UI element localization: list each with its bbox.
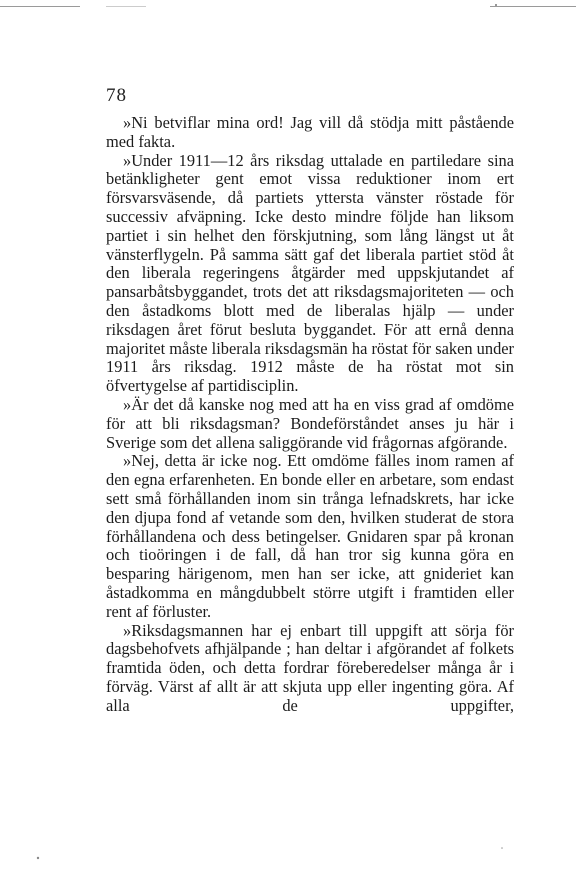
- paragraph: »Riksdagsmannen har ej enbart till uppgift att sörja för dagsbehofvets afhjälpande ; han deltar i afgörandet af folkets framtida öden, och detta fordrar föreberedelser många år i förväg. Värst af allt är att skjuta upp eller ingenting göra. Af alla de uppgifter,: [106, 620, 514, 715]
- paragraph: »Ni betviflar mina ord! Jag vill då stödja mitt påstående med fakta.: [106, 113, 514, 151]
- paragraph: »Under 1911—12 års riksdag uttalade en partiledare sina betänkligheter gent emot vissa reduktioner inom ert försvarsväsende, då partiets yttersta vänster röstade för successiv afväpning. Icke desto mindre följde han liksom partiet i sin helhet den förskjutning, som lång längst ut åt vänsterflygeln. På samma sätt gaf det liberala partiet stöd åt den liberala regeringens åtgärder med uppskjutandet af pansarbåtsbyggandet, trots det att riksdagsmajoriteten — och den åstadkoms blott med de liberalas hjälp — under riksdagen året förut besluta byggandet. För att ernå denna majoritet måste liberala riksdagsmän ha röstat för saken under 1911 års riksdag. 1912 måste de ha röstat mot sin öfvertygelse af partidisciplin.: [106, 150, 514, 396]
- paragraph: »Är det då kanske nog med att ha en viss grad af omdöme för att bli riksdagsman? Bondeförståndet anses ju här i Sverige som det allena saliggörande vid frågornas afgörande.: [106, 394, 514, 452]
- paragraph: »Nej, detta är icke nog. Ett omdöme fälles inom ramen af den egna erfarenheten. En bonde eller en arbetare, som endast sett små förhållanden inom sin trånga lefnadskrets, har icke den djupa fond af vetande som den, hvilken studerat de stora förhållandena och dess betingelser. Gnidaren spar på kronan och tioöringen i de fall, då han tror sig kunna göra en besparing härigenom, men han ser icke, att gnideriet kan åstadkomma en mångdubbelt större utgift i framtiden eller rent af förluster.: [106, 451, 514, 621]
- page-number: 78: [106, 85, 127, 106]
